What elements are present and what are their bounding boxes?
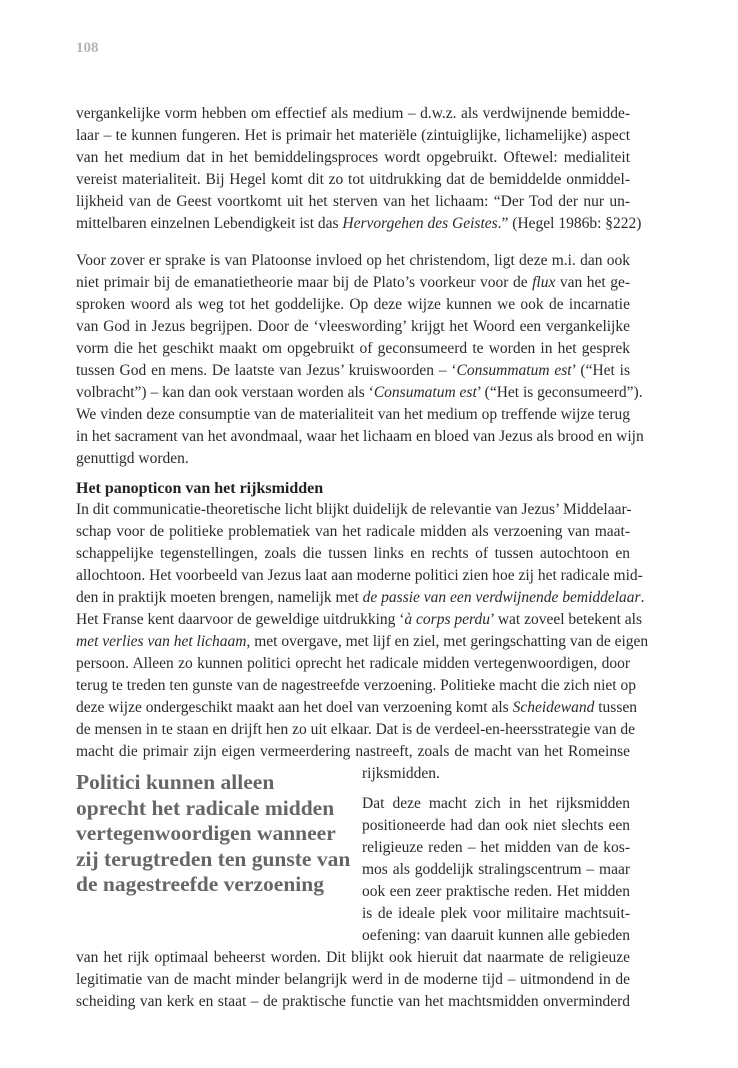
text-segment: van het ge- [555,274,630,291]
text-segment: den in praktijk moeten brengen, namelijk met [76,589,363,606]
text-line: is de ideale plek voor militaire machtsuit- [362,905,630,922]
text-segment: deze wijze ondergeschikt maakt aan het doel van verzoening komt als [76,699,513,716]
text-line [76,361,630,381]
text-line: vergankelijke vorm hebben om effectief als medium – d.w.z. als verdwijnende bemidde- [76,105,630,122]
text-line: oefening: van daaruit kunnen alle gebieden [362,927,630,944]
text-segment: tussen God en mens. De laatste van Jezus’ kruiswoorden – ‘ [76,362,457,379]
text-line [76,214,642,234]
text-line: schap voor de politieke problematiek van het radicale midden als verzoening van maat- [76,523,630,540]
text-line: macht die primair zijn eigen vermeerdering nastreeft, zoals de macht van het Romeinse [76,743,630,760]
italic-text: Hervorgehen des Geistes [342,215,498,232]
italic-text: Scheidewand [512,699,595,716]
pull-quote-line: oprecht het radicale midden [76,795,335,820]
italic-text: Consumatum est [373,384,477,401]
pull-quote-line: de nagestreefde verzoening [76,872,324,896]
text-line: lijkheid van de Geest voortkomt uit het sterven van het lichaam: “Der Tod der nur un- [76,193,630,210]
text-line: ook een zeer praktische reden. Het midden [362,883,630,900]
text-line [76,383,643,403]
text-line: van het rijk optimaal beheerst worden. Dit blijkt ook hieruit dat naarmate de religieuze [76,949,630,966]
text-line: We vinden deze consumptie van de materialiteit van het medium op treffende wijze terug [76,406,630,423]
text-line: terug te treden ten gunste van de nagestreefde verzoening. Politieke macht die zich niet op [76,677,636,694]
text-line [76,698,637,718]
text-line [76,632,649,652]
text-segment: niet primair bij de emanatietheorie maar bij de Plato’s voorkeur voor de [76,274,533,291]
text-line [76,273,630,293]
text-line: religieuze reden – het midden van de kos- [362,839,630,856]
text-line: genuttigd worden. [76,450,189,467]
pull-quote [76,770,356,898]
text-line: laar – te kunnen fungeren. Het is primair het materiële (zintuiglijke, lichamelijke) aspect [76,127,630,144]
text-line: Dat deze macht zich in het rijksmidden [362,795,630,812]
text-line: mos als goddelijk stralingscentrum – maar [362,861,630,878]
text-segment: ’ (“Het is [571,362,630,379]
text-line: positioneerde had dan ook niet slechts een [362,817,630,834]
text-segment: Het Franse kent daarvoor de geweldige uitdrukking ‘ [76,611,405,628]
italic-text: flux [532,274,556,291]
text-line: legitimatie van de macht minder belangrijk werd in de moderne tijd – uitmondend in de [76,971,630,988]
text-line [76,588,645,608]
italic-text: met verlies van het lichaam [76,633,247,650]
text-line: vorm die het geschikt maakt om opgebruikt of geconsumeerd te worden in het gesprek [76,340,630,357]
italic-text: à corps perdu [404,611,490,628]
text-segment: , met overgave, met lijf en ziel, met geringschatting van de eigen [246,633,649,650]
section-heading: Het panopticon van het rijksmidden [76,480,324,497]
pull-quote-line: vertegenwoordigen wanneer [76,821,336,845]
text-line: van het medium dat in het bemiddelingsproces wordt opgebruikt. Oftewel: medialiteit [76,149,630,166]
text-line: scheiding van kerk en staat – de praktische functie van het machtsmidden onverminderd [76,993,630,1010]
text-line: persoon. Alleen zo kunnen politici oprecht het radicale midden vertegenwoordigen, door [76,655,630,672]
text-line [76,610,643,630]
text-line: in het sacrament van het avondmaal, waar het lichaam en bloed van Jezus als brood en wijn [76,428,644,445]
text-segment: ’ wat zoveel betekent als [489,611,643,628]
text-segment: ’ (“Het is geconsumeerd”). [476,384,643,401]
text-segment: volbracht”) – kan dan ook verstaan worden als ‘ [76,384,374,401]
text-line: sproken woord als weg tot het goddelijke. Op deze wijze kunnen we ook de incarnatie [76,296,630,313]
text-line: Voor zover er sprake is van Platoonse invloed op het christendom, ligt deze m.i. dan ook [76,252,630,269]
text-line: van God in Jezus begrijpen. Door de ‘vleeswording’ krijgt het Woord een vergankelijke [76,318,630,335]
text-line: de mensen in te staan en drijft hen zo uit elkaar. Dat is de verdeel-en-heersstrategie van de [76,721,636,738]
text-line: In dit communicatie-theoretische licht blijkt duidelijk de relevantie van Jezus’ Middelaar- [76,501,632,518]
text-segment: mittelbaren einzelnen Lebendigkeit ist das [76,215,343,232]
italic-text: Consummatum est [456,362,572,379]
pull-quote-line: zij terugtreden ten gunste van [76,846,351,871]
text-segment: . [640,589,645,606]
page-number: 108 [76,40,99,56]
text-segment: tussen [594,699,637,716]
text-line: schappelijke tegenstellingen, zoals die tussen links en rechts of tussen autochtoon en [76,545,630,562]
text-line: rijksmidden. [362,765,440,782]
pull-quote-line: Politici kunnen alleen [76,770,275,794]
text-line: vereist materialiteit. Bij Hegel komt dit zo tot uitdrukking dat de bemiddelde onmiddel- [76,171,630,188]
text-line: allochtoon. Het voorbeeld van Jezus laat aan moderne politici zien hoe zij het radicale mid- [76,567,643,584]
text-segment: .” (Hegel 1986b: §222) [497,215,642,232]
italic-text: de passie van een verdwijnende bemiddelaar [362,589,641,606]
